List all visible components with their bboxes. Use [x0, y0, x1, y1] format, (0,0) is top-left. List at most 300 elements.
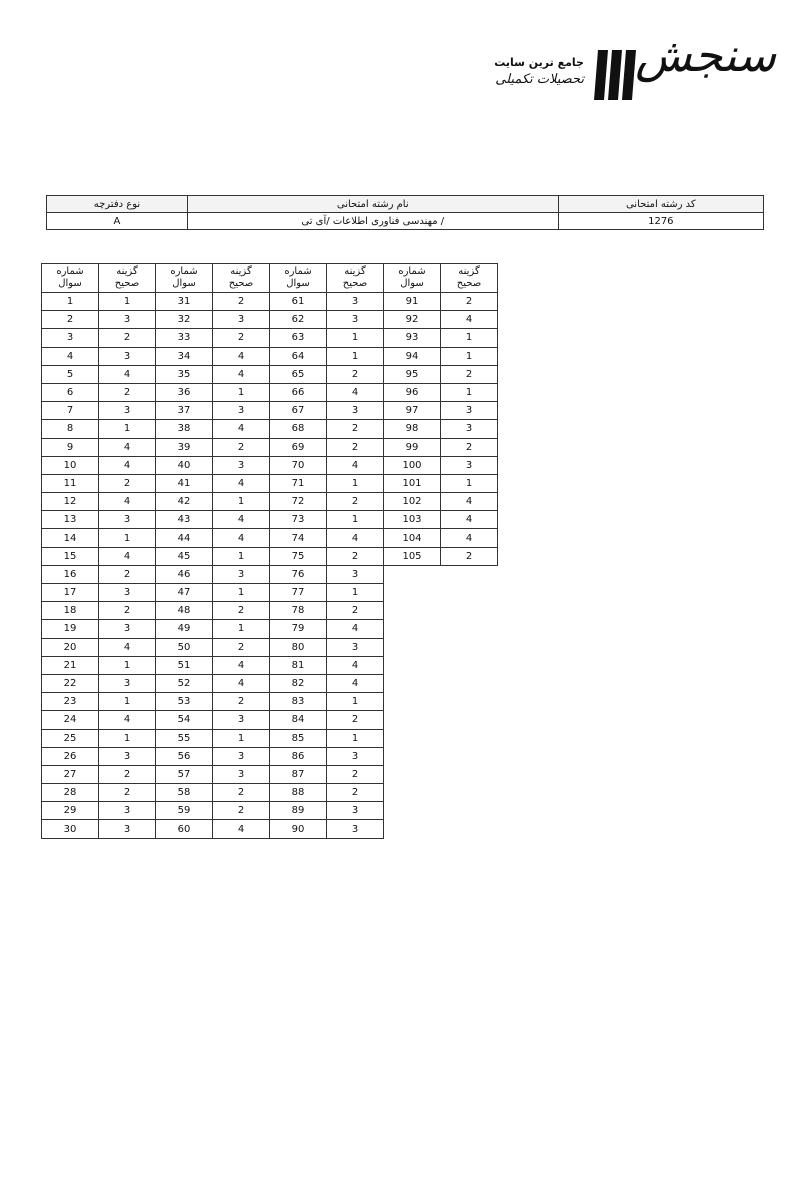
question-number: 36	[156, 383, 213, 401]
question-number: 25	[42, 729, 99, 747]
table-row	[270, 765, 384, 783]
table-row	[270, 329, 384, 347]
correct-answer: 3	[213, 765, 270, 783]
table-row	[384, 438, 498, 456]
question-number: 21	[42, 656, 99, 674]
booklet-type-header: نوع دفترچه	[47, 196, 188, 213]
answer-header-line-1: گزینه	[458, 266, 480, 277]
table-row	[270, 365, 384, 383]
table-row	[270, 693, 384, 711]
table-row	[270, 711, 384, 729]
correct-answer: 2	[213, 802, 270, 820]
question-number: 54	[156, 711, 213, 729]
question-number: 49	[156, 620, 213, 638]
correct-answer: 2	[327, 765, 384, 783]
correct-answer: 4	[213, 474, 270, 492]
table-row	[156, 765, 270, 783]
correct-answer: 2	[99, 784, 156, 802]
correct-answer: 4	[99, 365, 156, 383]
table-row	[156, 383, 270, 401]
correct-answer: 4	[441, 311, 498, 329]
table-row	[270, 729, 384, 747]
table-row	[42, 347, 156, 365]
question-number: 42	[156, 493, 213, 511]
answer-column-1	[41, 263, 156, 839]
table-row	[42, 402, 156, 420]
question-number: 77	[270, 584, 327, 602]
table-row	[42, 565, 156, 583]
question-number: 105	[384, 547, 441, 565]
table-row	[270, 820, 384, 838]
table-row	[42, 365, 156, 383]
table-row	[156, 474, 270, 492]
answer-header-line-1: گزینه	[116, 266, 138, 277]
question-number: 5	[42, 365, 99, 383]
table-row	[156, 547, 270, 565]
table-row	[270, 584, 384, 602]
table-row	[156, 311, 270, 329]
table-row	[156, 347, 270, 365]
correct-answer: 4	[213, 656, 270, 674]
question-number: 23	[42, 693, 99, 711]
question-number: 52	[156, 674, 213, 692]
question-number: 51	[156, 656, 213, 674]
correct-answer: 1	[327, 329, 384, 347]
question-number: 80	[270, 638, 327, 656]
table-row	[42, 511, 156, 529]
correct-answer: 1	[99, 529, 156, 547]
question-number: 26	[42, 747, 99, 765]
question-number: 87	[270, 765, 327, 783]
correct-answer: 4	[441, 529, 498, 547]
exam-info-table	[46, 195, 764, 230]
correct-answer: 1	[213, 547, 270, 565]
table-row	[42, 456, 156, 474]
correct-answer: 2	[441, 293, 498, 311]
correct-answer: 4	[99, 438, 156, 456]
correct-answer: 1	[99, 420, 156, 438]
table-row	[156, 638, 270, 656]
table-row	[42, 584, 156, 602]
question-number: 44	[156, 529, 213, 547]
correct-answer: 1	[327, 474, 384, 492]
question-number: 57	[156, 765, 213, 783]
question-number: 100	[384, 456, 441, 474]
question-number: 64	[270, 347, 327, 365]
question-number: 94	[384, 347, 441, 365]
correct-answer: 1	[327, 693, 384, 711]
question-number: 60	[156, 820, 213, 838]
question-number: 71	[270, 474, 327, 492]
question-number: 33	[156, 329, 213, 347]
question-number: 75	[270, 547, 327, 565]
question-number: 31	[156, 293, 213, 311]
table-row	[156, 329, 270, 347]
table-row	[156, 511, 270, 529]
table-row	[270, 674, 384, 692]
correct-answer: 3	[213, 747, 270, 765]
correct-answer: 1	[213, 729, 270, 747]
question-number: 61	[270, 293, 327, 311]
correct-answer: 3	[99, 584, 156, 602]
table-row	[156, 493, 270, 511]
exam-name-header: نام رشته امتحانی	[187, 196, 558, 213]
question-number: 10	[42, 456, 99, 474]
correct-answer: 2	[213, 293, 270, 311]
answer-header-line-1: گزینه	[230, 266, 252, 277]
question-number: 90	[270, 820, 327, 838]
table-row	[42, 747, 156, 765]
question-number: 8	[42, 420, 99, 438]
table-row	[42, 293, 156, 311]
correct-answer: 2	[99, 765, 156, 783]
question-number: 68	[270, 420, 327, 438]
question-number: 78	[270, 602, 327, 620]
correct-answer: 2	[441, 547, 498, 565]
correct-answer: 3	[327, 747, 384, 765]
question-header-line-2: سوال	[58, 278, 82, 289]
question-number: 92	[384, 311, 441, 329]
table-row	[384, 383, 498, 401]
table-row	[270, 747, 384, 765]
question-number: 62	[270, 311, 327, 329]
answer-header-line-2: صحیح	[342, 278, 368, 289]
correct-answer: 2	[99, 474, 156, 492]
question-number: 11	[42, 474, 99, 492]
question-number: 95	[384, 365, 441, 383]
question-number: 16	[42, 565, 99, 583]
table-row	[384, 293, 498, 311]
table-row	[384, 311, 498, 329]
question-number: 72	[270, 493, 327, 511]
correct-answer: 2	[213, 693, 270, 711]
correct-answer: 2	[327, 711, 384, 729]
table-row	[384, 365, 498, 383]
table-row	[270, 565, 384, 583]
correct-answer: 2	[441, 365, 498, 383]
table-row	[42, 383, 156, 401]
brand-name: سنجش	[635, 28, 776, 82]
table-row	[156, 438, 270, 456]
table-row	[270, 402, 384, 420]
booklet-type-value: A	[47, 213, 188, 230]
correct-answer: 2	[99, 383, 156, 401]
correct-answer: 1	[99, 693, 156, 711]
table-row	[42, 784, 156, 802]
correct-answer: 2	[327, 493, 384, 511]
correct-answer: 1	[213, 584, 270, 602]
question-number: 1	[42, 293, 99, 311]
table-row	[270, 802, 384, 820]
question-number: 14	[42, 529, 99, 547]
correct-answer: 2	[99, 329, 156, 347]
correct-answer: 4	[213, 420, 270, 438]
question-number: 41	[156, 474, 213, 492]
correct-answer: 4	[99, 493, 156, 511]
table-row	[156, 365, 270, 383]
question-number: 9	[42, 438, 99, 456]
brand-logo	[480, 28, 780, 108]
table-row	[156, 402, 270, 420]
question-header-line-1: شماره	[170, 266, 198, 277]
correct-answer: 1	[99, 293, 156, 311]
question-number: 32	[156, 311, 213, 329]
answer-table-1	[41, 263, 156, 839]
question-number: 4	[42, 347, 99, 365]
correct-answer: 2	[213, 784, 270, 802]
table-row	[156, 456, 270, 474]
table-row	[384, 493, 498, 511]
correct-answer: 2	[327, 365, 384, 383]
answer-column-2	[155, 263, 270, 839]
correct-answer: 3	[99, 347, 156, 365]
correct-answer: 3	[213, 311, 270, 329]
correct-answer: 3	[99, 620, 156, 638]
question-number: 13	[42, 511, 99, 529]
answer-table-2	[155, 263, 270, 839]
table-row	[156, 711, 270, 729]
question-number: 63	[270, 329, 327, 347]
question-number: 81	[270, 656, 327, 674]
table-row	[384, 420, 498, 438]
question-number: 7	[42, 402, 99, 420]
question-number: 56	[156, 747, 213, 765]
question-number: 91	[384, 293, 441, 311]
question-number: 53	[156, 693, 213, 711]
table-row	[42, 438, 156, 456]
question-number: 39	[156, 438, 213, 456]
correct-answer: 1	[99, 729, 156, 747]
correct-answer: 3	[99, 311, 156, 329]
answer-header	[213, 264, 270, 293]
correct-answer: 2	[213, 638, 270, 656]
question-number: 48	[156, 602, 213, 620]
brand-tagline: جامع ترین سایت	[494, 56, 584, 69]
correct-answer: 4	[213, 347, 270, 365]
correct-answer: 4	[441, 493, 498, 511]
correct-answer: 3	[213, 402, 270, 420]
question-number: 66	[270, 383, 327, 401]
table-row	[270, 474, 384, 492]
table-row	[42, 711, 156, 729]
correct-answer: 3	[99, 402, 156, 420]
question-header-line-2: سوال	[286, 278, 310, 289]
correct-answer: 3	[441, 402, 498, 420]
table-row	[42, 820, 156, 838]
table-row	[270, 529, 384, 547]
question-number-header	[270, 264, 327, 293]
table-row	[42, 620, 156, 638]
correct-answer: 1	[441, 347, 498, 365]
question-number: 67	[270, 402, 327, 420]
question-header-line-1: شماره	[284, 266, 312, 277]
table-row	[156, 420, 270, 438]
question-number: 58	[156, 784, 213, 802]
question-number: 27	[42, 765, 99, 783]
correct-answer: 4	[213, 674, 270, 692]
table-row	[270, 347, 384, 365]
table-row	[270, 602, 384, 620]
correct-answer: 2	[213, 438, 270, 456]
question-number: 6	[42, 383, 99, 401]
question-number: 24	[42, 711, 99, 729]
table-row	[156, 620, 270, 638]
question-number: 76	[270, 565, 327, 583]
question-number: 69	[270, 438, 327, 456]
table-row	[156, 565, 270, 583]
correct-answer: 1	[441, 474, 498, 492]
table-row	[156, 674, 270, 692]
table-row	[42, 474, 156, 492]
question-number: 12	[42, 493, 99, 511]
table-row	[270, 293, 384, 311]
question-number: 47	[156, 584, 213, 602]
question-number: 38	[156, 420, 213, 438]
question-number: 88	[270, 784, 327, 802]
exam-code-header: کد رشته امتحانی	[558, 196, 763, 213]
answer-header	[327, 264, 384, 293]
logo-bars-icon	[592, 46, 642, 102]
table-row	[42, 802, 156, 820]
answer-header-line-2: صحیح	[228, 278, 254, 289]
correct-answer: 3	[441, 456, 498, 474]
correct-answer: 2	[327, 602, 384, 620]
correct-answer: 4	[99, 638, 156, 656]
question-number: 82	[270, 674, 327, 692]
table-row	[270, 493, 384, 511]
answer-header-line-2: صحیح	[456, 278, 482, 289]
table-row	[42, 420, 156, 438]
correct-answer: 3	[441, 420, 498, 438]
answer-table-3	[269, 263, 384, 839]
table-row	[384, 529, 498, 547]
question-number: 89	[270, 802, 327, 820]
question-header-line-1: شماره	[398, 266, 426, 277]
brand-tagline-script: تحصیلات تکمیلی	[495, 72, 584, 87]
table-row	[42, 547, 156, 565]
correct-answer: 4	[441, 511, 498, 529]
correct-answer: 3	[99, 802, 156, 820]
correct-answer: 4	[327, 674, 384, 692]
table-row	[384, 329, 498, 347]
correct-answer: 4	[327, 620, 384, 638]
question-number: 98	[384, 420, 441, 438]
correct-answer: 1	[327, 729, 384, 747]
answer-column-4	[383, 263, 498, 566]
answer-header-line-2: صحیح	[114, 278, 140, 289]
correct-answer: 4	[327, 529, 384, 547]
table-row	[156, 529, 270, 547]
table-row	[156, 602, 270, 620]
table-row	[270, 656, 384, 674]
correct-answer: 2	[327, 438, 384, 456]
question-number: 15	[42, 547, 99, 565]
question-number: 37	[156, 402, 213, 420]
question-number: 97	[384, 402, 441, 420]
table-row	[42, 602, 156, 620]
table-row	[156, 747, 270, 765]
table-row	[42, 638, 156, 656]
table-row	[384, 474, 498, 492]
question-number: 85	[270, 729, 327, 747]
correct-answer: 1	[213, 620, 270, 638]
table-row	[270, 383, 384, 401]
question-number-header	[384, 264, 441, 293]
table-row	[270, 438, 384, 456]
question-number: 43	[156, 511, 213, 529]
question-number: 102	[384, 493, 441, 511]
correct-answer: 1	[327, 347, 384, 365]
table-row	[156, 693, 270, 711]
table-row	[270, 456, 384, 474]
table-row	[42, 493, 156, 511]
table-row	[156, 784, 270, 802]
correct-answer: 4	[99, 547, 156, 565]
correct-answer: 4	[213, 365, 270, 383]
correct-answer: 1	[213, 493, 270, 511]
table-row	[156, 802, 270, 820]
table-row	[270, 511, 384, 529]
correct-answer: 4	[213, 511, 270, 529]
table-row	[156, 293, 270, 311]
table-row	[156, 820, 270, 838]
table-row	[384, 347, 498, 365]
correct-answer: 3	[327, 565, 384, 583]
table-row	[384, 547, 498, 565]
correct-answer: 1	[213, 383, 270, 401]
table-row	[42, 674, 156, 692]
question-number: 103	[384, 511, 441, 529]
question-number: 101	[384, 474, 441, 492]
question-number: 74	[270, 529, 327, 547]
correct-answer: 3	[327, 638, 384, 656]
table-row	[270, 638, 384, 656]
correct-answer: 3	[327, 311, 384, 329]
table-row	[270, 547, 384, 565]
table-row	[156, 656, 270, 674]
correct-answer: 2	[99, 565, 156, 583]
correct-answer: 4	[327, 456, 384, 474]
correct-answer: 3	[99, 820, 156, 838]
correct-answer: 3	[327, 402, 384, 420]
question-number: 46	[156, 565, 213, 583]
answer-header	[441, 264, 498, 293]
question-header-line-2: سوال	[400, 278, 424, 289]
correct-answer: 2	[327, 420, 384, 438]
question-header-line-1: شماره	[56, 266, 84, 277]
question-number: 86	[270, 747, 327, 765]
table-row	[384, 402, 498, 420]
question-number: 59	[156, 802, 213, 820]
table-row	[384, 511, 498, 529]
table-row	[42, 656, 156, 674]
correct-answer: 4	[327, 656, 384, 674]
table-row	[384, 456, 498, 474]
correct-answer: 2	[441, 438, 498, 456]
correct-answer: 4	[99, 456, 156, 474]
question-number: 19	[42, 620, 99, 638]
question-number: 55	[156, 729, 213, 747]
question-number-header	[156, 264, 213, 293]
question-number: 2	[42, 311, 99, 329]
table-row	[42, 311, 156, 329]
table-row	[42, 693, 156, 711]
correct-answer: 2	[99, 602, 156, 620]
question-number: 40	[156, 456, 213, 474]
table-row	[42, 765, 156, 783]
question-number: 96	[384, 383, 441, 401]
correct-answer: 3	[213, 565, 270, 583]
